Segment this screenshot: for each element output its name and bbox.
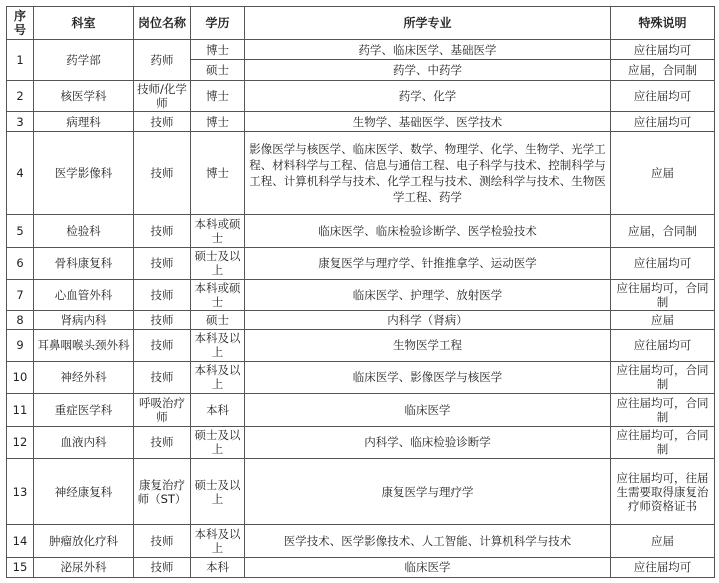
table-row	[7, 132, 715, 214]
cell-no: 7	[7, 279, 34, 310]
cell-post: 技师	[134, 248, 191, 279]
cell-note: 应届	[611, 310, 715, 329]
cell-major: 内科学、临床检验诊断学	[245, 426, 611, 458]
cell-post: 康复治疗师（ST）	[134, 459, 191, 525]
cell-edu: 博士	[191, 80, 245, 111]
cell-post: 技师/化学师	[134, 80, 191, 111]
table-row	[7, 214, 715, 247]
cell-post: 技师	[134, 330, 191, 361]
cell-dept: 医学影像科	[34, 132, 134, 214]
table-row	[7, 394, 715, 426]
cell-edu: 硕士及以上	[191, 248, 245, 279]
cell-no: 15	[7, 557, 34, 577]
cell-no: 3	[7, 112, 34, 132]
cell-note: 应往届均可，合同制	[611, 426, 715, 458]
cell-edu: 博士	[191, 132, 245, 214]
cell-dept: 神经外科	[34, 361, 134, 393]
table-row	[7, 112, 715, 132]
cell-note: 应届，合同制	[611, 214, 715, 247]
cell-dept: 血液内科	[34, 426, 134, 458]
cell-major: 康复医学与理疗学、针推推拿学、运动医学	[245, 248, 611, 279]
cell-note: 应届，合同制	[611, 60, 715, 80]
cell-no: 13	[7, 459, 34, 525]
cell-dept: 检验科	[34, 214, 134, 247]
table-row	[7, 279, 715, 310]
cell-edu: 本科或硕士	[191, 279, 245, 310]
table-row	[7, 40, 715, 60]
cell-no: 6	[7, 248, 34, 279]
header-dept: 科室	[34, 7, 134, 40]
cell-post: 技师	[134, 525, 191, 557]
cell-no: 9	[7, 330, 34, 361]
cell-major: 康复医学与理疗学	[245, 459, 611, 525]
cell-post: 技师	[134, 112, 191, 132]
cell-note: 应往届均可	[611, 80, 715, 111]
cell-edu: 本科及以上	[191, 330, 245, 361]
cell-major: 生物学、基础医学、医学技术	[245, 112, 611, 132]
cell-dept: 泌尿外科	[34, 557, 134, 577]
cell-edu: 本科及以上	[191, 525, 245, 557]
cell-note: 应往届均可	[611, 557, 715, 577]
cell-dept: 核医学科	[34, 80, 134, 111]
cell-no: 5	[7, 214, 34, 247]
cell-edu: 本科	[191, 557, 245, 577]
cell-major: 医学技术、医学影像技术、人工智能、计算机科学与技术	[245, 525, 611, 557]
cell-edu: 硕士及以上	[191, 459, 245, 525]
cell-no: 11	[7, 394, 34, 426]
cell-dept: 肿瘤放化疗科	[34, 525, 134, 557]
cell-edu: 博士	[191, 40, 245, 60]
cell-dept: 神经康复科	[34, 459, 134, 525]
cell-post: 技师	[134, 214, 191, 247]
cell-major: 药学、化学	[245, 80, 611, 111]
cell-major: 内科学（肾病）	[245, 310, 611, 329]
table-row	[7, 248, 715, 279]
cell-post: 技师	[134, 132, 191, 214]
cell-post: 技师	[134, 557, 191, 577]
cell-note: 应往届均可，往届生需要取得康复治疗师资格证书	[611, 459, 715, 525]
cell-edu: 硕士	[191, 310, 245, 329]
cell-dept: 肾病内科	[34, 310, 134, 329]
cell-major: 生物医学工程	[245, 330, 611, 361]
cell-dept: 耳鼻咽喉头颈外科	[34, 330, 134, 361]
recruitment-table	[6, 6, 715, 578]
table-row	[7, 426, 715, 458]
header-note: 特殊说明	[611, 7, 715, 40]
header-no: 序号	[7, 7, 34, 40]
table-row	[7, 557, 715, 577]
cell-no: 4	[7, 132, 34, 214]
header-edu: 学历	[191, 7, 245, 40]
header-major: 所学专业	[245, 7, 611, 40]
cell-edu: 硕士	[191, 60, 245, 80]
table-row	[7, 361, 715, 393]
cell-major: 临床医学	[245, 557, 611, 577]
cell-post: 技师	[134, 279, 191, 310]
cell-no: 8	[7, 310, 34, 329]
header-post: 岗位名称	[134, 7, 191, 40]
header-row	[7, 7, 715, 40]
cell-edu: 硕士及以上	[191, 426, 245, 458]
cell-post: 药师	[134, 40, 191, 81]
cell-major: 临床医学、影像医学与核医学	[245, 361, 611, 393]
table-row	[7, 330, 715, 361]
table-row	[7, 80, 715, 111]
cell-post: 技师	[134, 310, 191, 329]
cell-dept: 心血管外科	[34, 279, 134, 310]
cell-note: 应往届均可，合同制	[611, 279, 715, 310]
cell-no: 10	[7, 361, 34, 393]
cell-major: 药学、临床医学、基础医学	[245, 40, 611, 60]
cell-note: 应往届均可	[611, 112, 715, 132]
cell-post: 技师	[134, 361, 191, 393]
table-row	[7, 459, 715, 525]
cell-note: 应往届均可	[611, 248, 715, 279]
cell-dept: 药学部	[34, 40, 134, 81]
cell-no: 14	[7, 525, 34, 557]
cell-note: 应届	[611, 132, 715, 214]
cell-post: 呼吸治疗师	[134, 394, 191, 426]
cell-dept: 骨科康复科	[34, 248, 134, 279]
cell-note: 应届	[611, 525, 715, 557]
cell-note: 应往届均可，合同制	[611, 394, 715, 426]
cell-no: 1	[7, 40, 34, 81]
cell-edu: 本科及以上	[191, 361, 245, 393]
cell-major: 临床医学、护理学、放射医学	[245, 279, 611, 310]
cell-major: 药学、中药学	[245, 60, 611, 80]
cell-no: 12	[7, 426, 34, 458]
cell-post: 技师	[134, 426, 191, 458]
table-row	[7, 525, 715, 557]
cell-note: 应往届均可	[611, 330, 715, 361]
cell-edu: 博士	[191, 112, 245, 132]
cell-major: 临床医学、临床检验诊断学、医学检验技术	[245, 214, 611, 247]
table-row	[7, 310, 715, 329]
cell-dept: 重症医学科	[34, 394, 134, 426]
cell-dept: 病理科	[34, 112, 134, 132]
cell-no: 2	[7, 80, 34, 111]
cell-note: 应往届均可	[611, 40, 715, 60]
cell-major: 临床医学	[245, 394, 611, 426]
cell-edu: 本科或硕士	[191, 214, 245, 247]
cell-edu: 本科	[191, 394, 245, 426]
cell-note: 应往届均可，合同制	[611, 361, 715, 393]
cell-major: 影像医学与核医学、临床医学、数学、物理学、化学、生物学、光学工程、材料科学与工程、信息与通信工程、电子科学与技术、控制科学与工程、计算机科学与技术、化学工程与技术、测绘科学与技术、生物医学工程、药学	[245, 132, 611, 214]
